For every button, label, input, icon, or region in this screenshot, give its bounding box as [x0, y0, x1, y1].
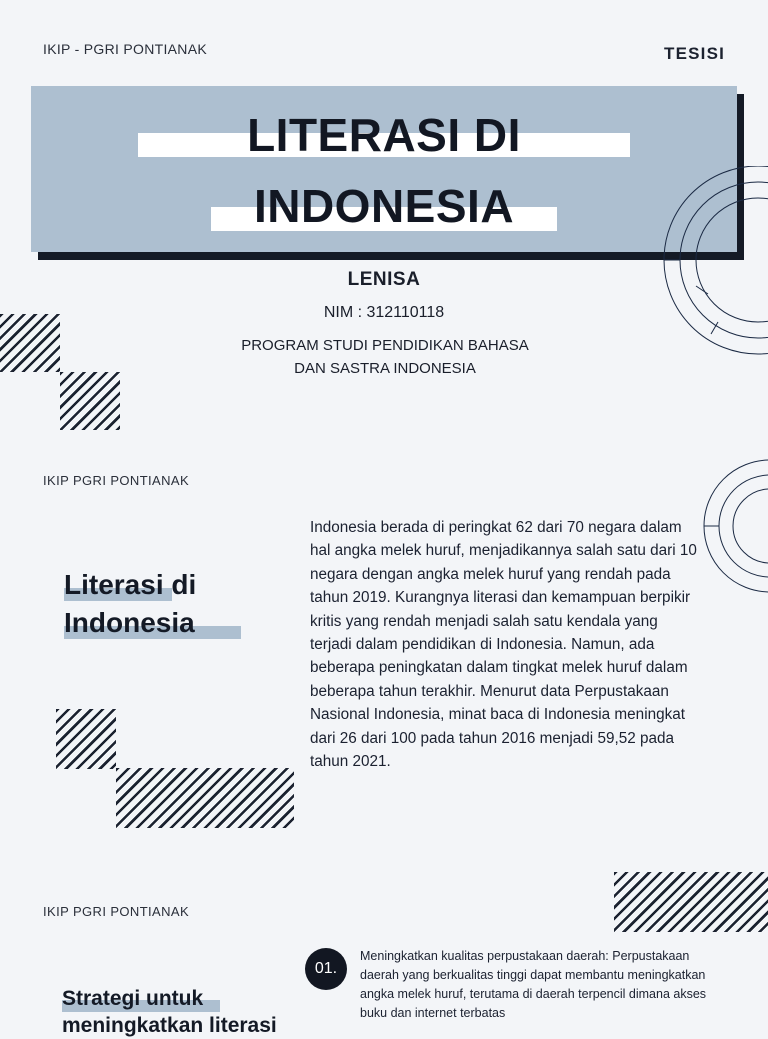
- study-program: [200, 334, 570, 380]
- concentric-circles-decoration: [702, 458, 768, 594]
- page-title-line2: INDONESIA: [253, 180, 515, 232]
- section-heading-line1: Literasi di: [64, 569, 197, 600]
- section-label: IKIP PGRI PONTIANAK: [43, 904, 190, 919]
- study-program-line1: PROGRAM STUDI PENDIDIKAN BAHASA: [241, 337, 529, 354]
- document-type: TESISI: [664, 44, 726, 63]
- hatch-pattern-decoration: [60, 372, 120, 430]
- strategy-item-text: Meningkatkan kualitas perpustakaan daerah: Perpustakaan daerah yang berkualitas tinggi dapat membantu meningkatkan angka melek huruf, terutama di daerah terpencil dimana akses buku dan internet terbatas: [360, 949, 707, 1020]
- hatch-pattern-decoration: [56, 709, 116, 769]
- section-heading: [62, 985, 302, 1039]
- study-program-line2: DAN SASTRA INDONESIA: [294, 360, 476, 377]
- page-title-line1: LITERASI DI: [247, 109, 521, 161]
- hatch-pattern-decoration: [116, 768, 294, 828]
- hatch-pattern-decoration: [0, 314, 60, 372]
- author-name: LENISA: [347, 269, 421, 290]
- concentric-circles-decoration: [656, 166, 768, 356]
- hatch-pattern-decoration: [614, 872, 768, 932]
- section-label: IKIP PGRI PONTIANAK: [43, 473, 190, 488]
- section-heading: [64, 566, 284, 642]
- item-number-badge: 01.: [305, 948, 347, 990]
- section-heading-line1: Strategi untuk: [62, 987, 204, 1010]
- body-paragraph: Indonesia berada di peringkat 62 dari 70 negara dalam hal angka melek huruf, menjadikannya salah satu dari 10 negara dengan angka melek huruf yang rendah pada tahun 2019. Kurangnya literasi dan kemampuan berpikir kritis yang rendah menjadi salah satu kendala yang terjadi dalam pendidikan di Indonesia. Namun, ada beberapa peningkatan dalam tingkat melek huruf dalam beberapa tahun terakhir. Menurut data Perpustakaan Nasional Indonesia, minat baca di Indonesia meningkat dari 26 dari 100 pada tahun 2016 menjadi 59,52 pada tahun 2021.: [310, 519, 697, 771]
- student-id: NIM : 312110118: [323, 304, 445, 321]
- institution-label: IKIP - PGRI PONTIANAK: [43, 41, 207, 57]
- section-heading-line2: meningkatkan literasi: [62, 1014, 277, 1037]
- section-heading-line2: Indonesia: [64, 607, 195, 638]
